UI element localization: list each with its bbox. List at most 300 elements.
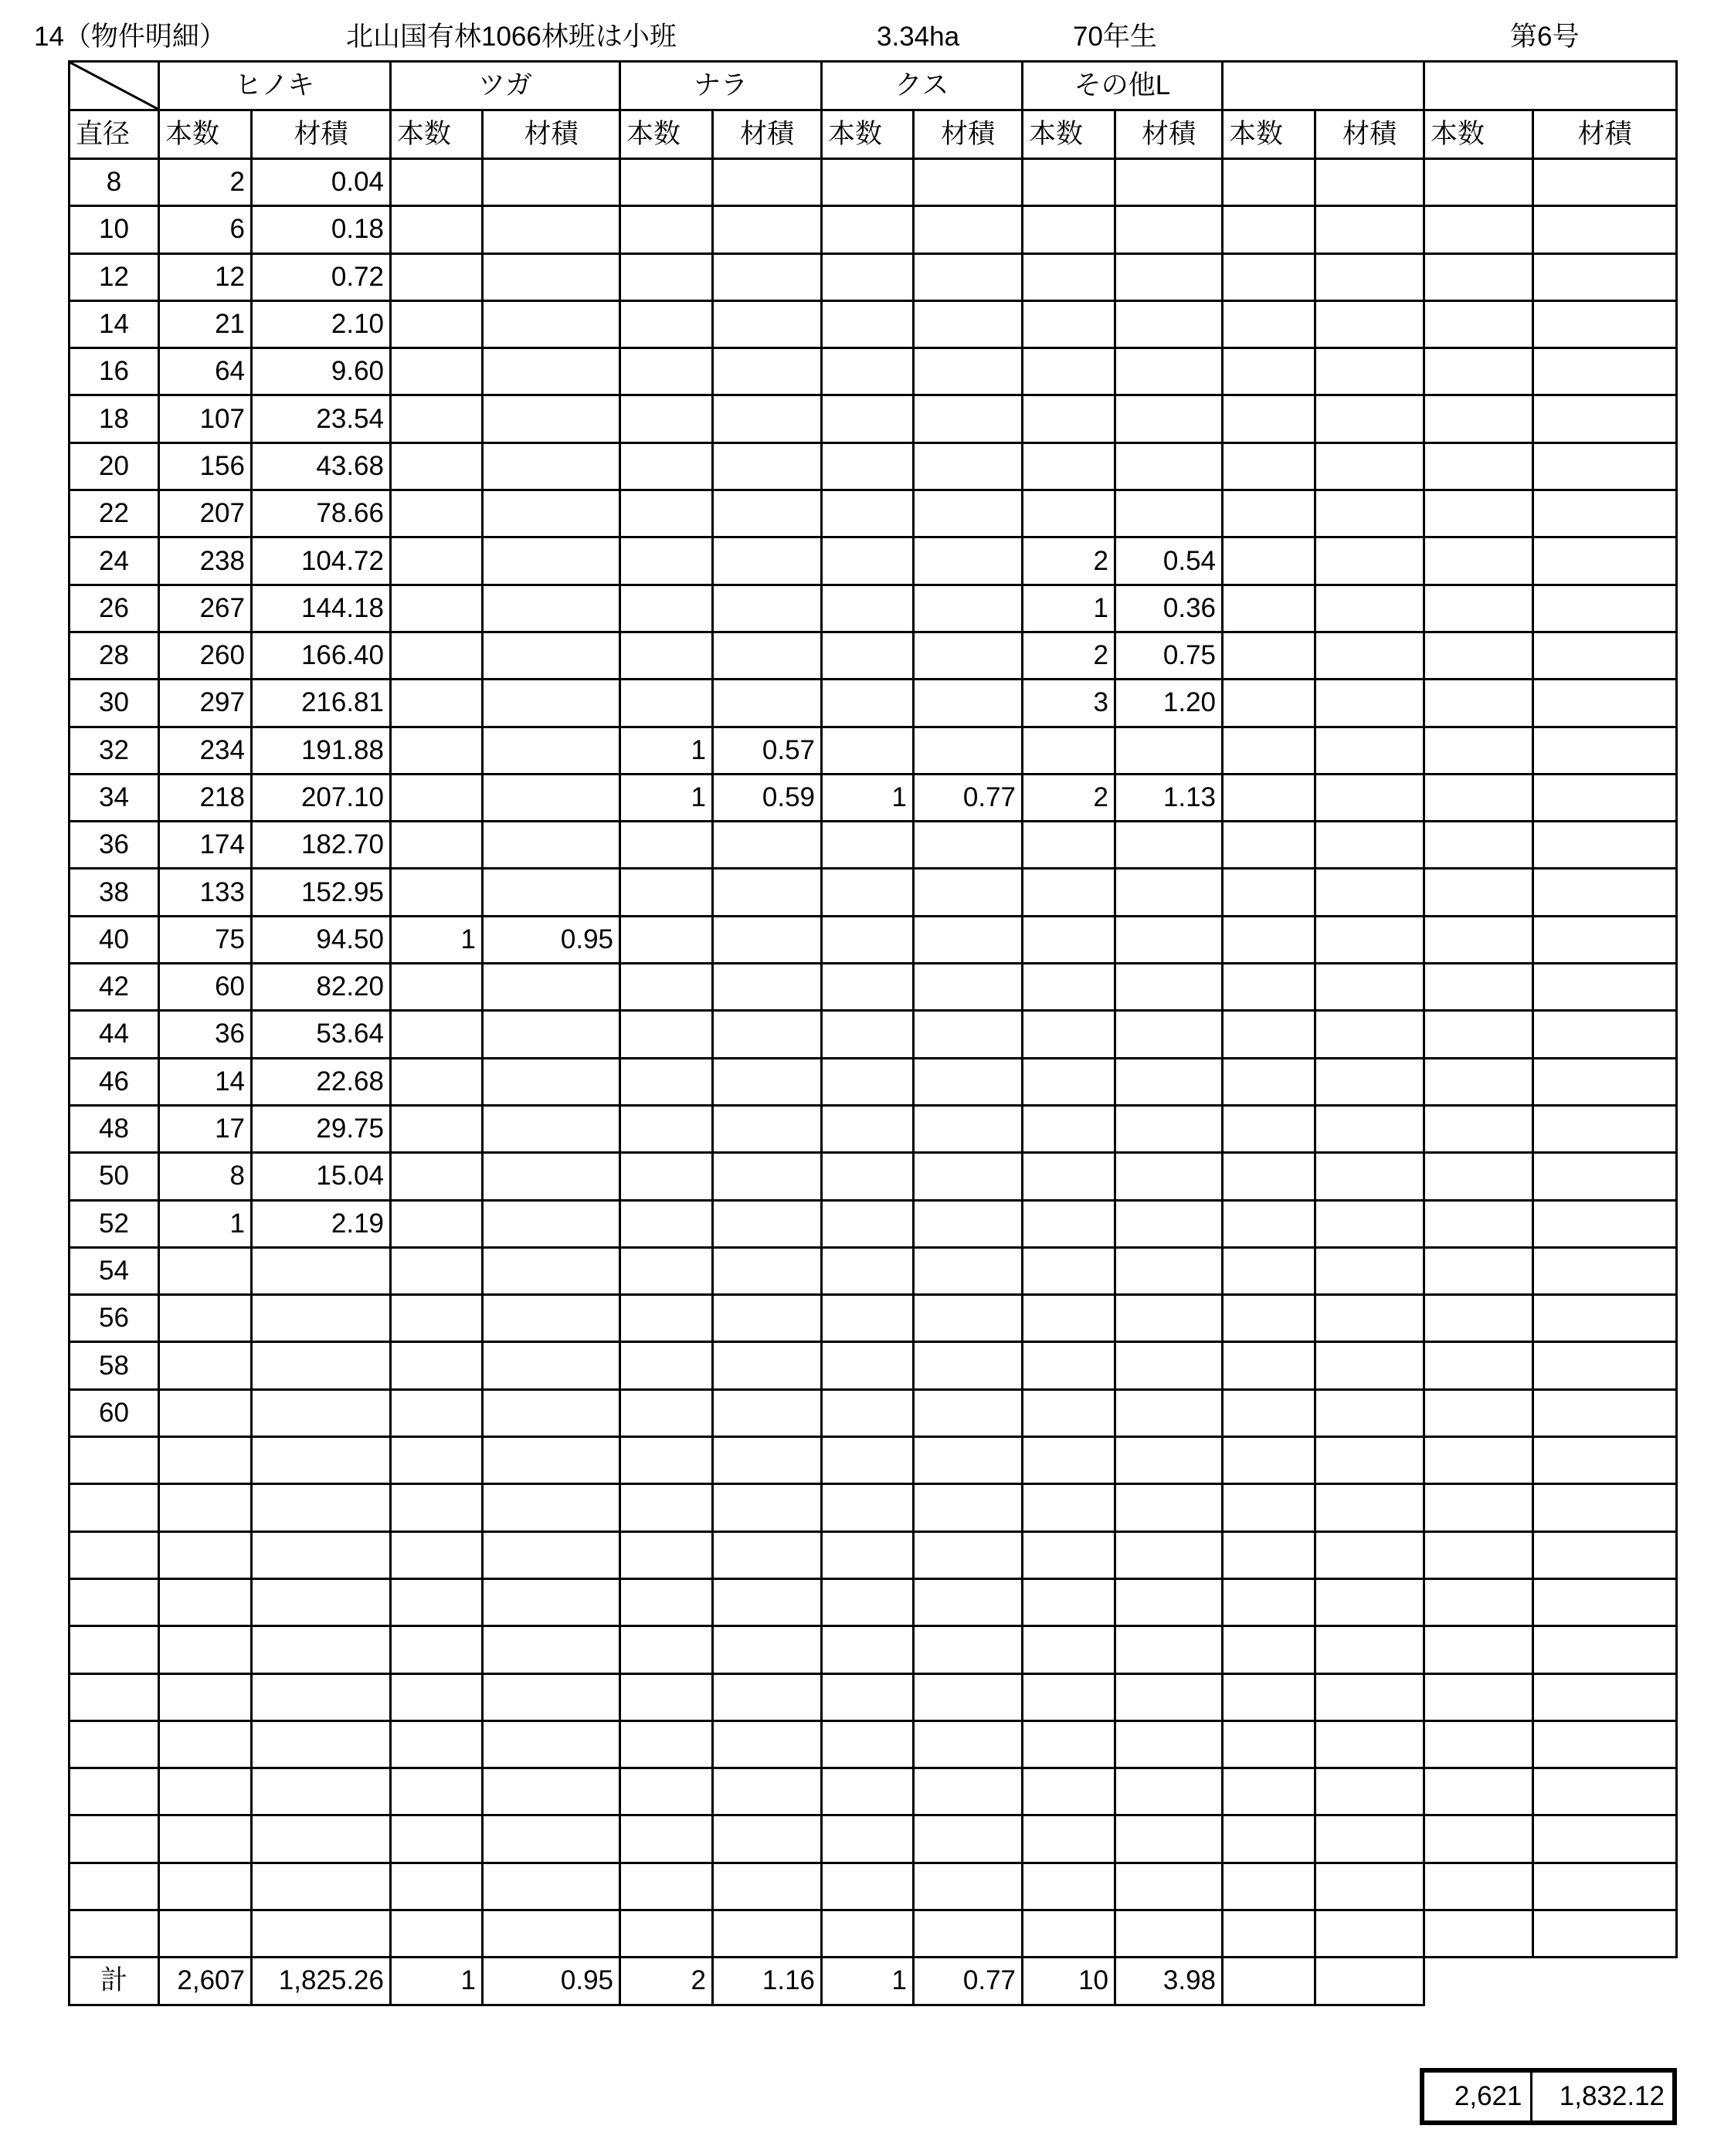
volume-cell bbox=[483, 1295, 620, 1342]
volume-cell: 182.70 bbox=[252, 822, 391, 869]
volume-cell bbox=[914, 395, 1023, 442]
count-cell bbox=[822, 300, 914, 347]
total-count-cell: 10 bbox=[1023, 1958, 1115, 2005]
empty-cell bbox=[1424, 1437, 1533, 1484]
empty-cell bbox=[1533, 159, 1677, 206]
count-cell bbox=[391, 348, 483, 395]
table-row bbox=[70, 822, 1677, 869]
count-cell bbox=[1223, 159, 1315, 206]
empty-cell bbox=[1533, 1958, 1677, 2005]
volume-cell bbox=[483, 1531, 620, 1578]
count-cell bbox=[822, 1768, 914, 1815]
empty-cell bbox=[1424, 1578, 1533, 1625]
volume-cell bbox=[914, 1200, 1023, 1247]
diameter-cell: 40 bbox=[70, 916, 159, 963]
volume-cell bbox=[1115, 300, 1223, 347]
count-cell: 2 bbox=[1023, 537, 1115, 585]
count-cell bbox=[620, 1342, 713, 1389]
empty-cell bbox=[1424, 822, 1533, 869]
volume-cell bbox=[914, 632, 1023, 679]
volume-cell bbox=[1315, 1058, 1424, 1105]
volume-cell bbox=[1315, 1910, 1424, 1957]
volume-cell bbox=[914, 964, 1023, 1011]
count-cell bbox=[1023, 1058, 1115, 1105]
grand-total-volume: 1,832.12 bbox=[1531, 2070, 1675, 2123]
empty-cell bbox=[1533, 1626, 1677, 1673]
count-cell bbox=[1023, 1863, 1115, 1910]
count-cell bbox=[1223, 964, 1315, 1011]
count-header: 本数 bbox=[620, 110, 713, 159]
count-cell bbox=[822, 632, 914, 679]
count-cell bbox=[1023, 490, 1115, 537]
count-cell bbox=[1023, 1437, 1115, 1484]
count-cell bbox=[620, 916, 713, 963]
count-cell bbox=[822, 1342, 914, 1389]
total-count-cell: 1 bbox=[822, 1958, 914, 2005]
count-cell bbox=[1223, 1910, 1315, 1957]
empty-cell bbox=[1424, 300, 1533, 347]
count-cell: 1 bbox=[620, 774, 713, 821]
volume-cell bbox=[483, 1815, 620, 1863]
volume-cell bbox=[483, 1673, 620, 1720]
empty-cell bbox=[1533, 1578, 1677, 1625]
diameter-cell: 24 bbox=[70, 537, 159, 585]
count-header: 本数 bbox=[822, 110, 914, 159]
count-cell bbox=[1223, 1720, 1315, 1768]
empty-cell bbox=[1424, 348, 1533, 395]
count-cell bbox=[391, 253, 483, 300]
count-cell bbox=[1223, 348, 1315, 395]
volume-cell bbox=[1115, 1011, 1223, 1058]
table-row bbox=[70, 490, 1677, 537]
count-cell bbox=[1023, 253, 1115, 300]
volume-cell bbox=[713, 822, 822, 869]
volume-header: 材積 bbox=[1533, 110, 1677, 159]
count-cell bbox=[159, 1768, 252, 1815]
count-cell: 21 bbox=[159, 300, 252, 347]
count-cell bbox=[822, 1863, 914, 1910]
count-cell bbox=[620, 1910, 713, 1957]
volume-header: 材積 bbox=[483, 110, 620, 159]
count-cell bbox=[620, 822, 713, 869]
count-cell: 2 bbox=[1023, 774, 1115, 821]
volume-cell bbox=[1115, 1673, 1223, 1720]
volume-cell bbox=[914, 1626, 1023, 1673]
volume-cell bbox=[713, 1720, 822, 1768]
species-header-row bbox=[70, 62, 1677, 110]
volume-cell bbox=[483, 1153, 620, 1200]
count-cell: 156 bbox=[159, 442, 252, 490]
sheet-number: 第6号 bbox=[1510, 22, 1580, 52]
volume-cell: 152.95 bbox=[252, 869, 391, 916]
count-cell bbox=[620, 1153, 713, 1200]
count-cell bbox=[822, 1058, 914, 1105]
volume-cell bbox=[483, 1342, 620, 1389]
count-cell bbox=[1223, 442, 1315, 490]
empty-cell bbox=[1533, 490, 1677, 537]
document-number: 14（物件明細） bbox=[34, 22, 226, 52]
volume-cell: 207.10 bbox=[252, 774, 391, 821]
count-cell bbox=[1023, 1011, 1115, 1058]
count-cell bbox=[822, 1720, 914, 1768]
volume-cell bbox=[713, 1389, 822, 1436]
volume-cell bbox=[914, 1673, 1023, 1720]
area-label: 3.34ha bbox=[877, 22, 960, 52]
diameter-cell: 34 bbox=[70, 774, 159, 821]
table-row bbox=[70, 585, 1677, 632]
volume-cell bbox=[1115, 253, 1223, 300]
count-cell bbox=[391, 585, 483, 632]
volume-cell bbox=[713, 1247, 822, 1294]
count-cell bbox=[822, 1437, 914, 1484]
count-cell bbox=[159, 1910, 252, 1957]
count-cell bbox=[1223, 1815, 1315, 1863]
count-cell bbox=[1223, 1626, 1315, 1673]
volume-cell bbox=[1315, 1768, 1424, 1815]
count-cell bbox=[391, 206, 483, 253]
volume-cell bbox=[1315, 1437, 1424, 1484]
count-cell bbox=[822, 1389, 914, 1436]
volume-cell bbox=[914, 727, 1023, 774]
count-cell: 1 bbox=[391, 916, 483, 963]
count-cell bbox=[391, 1153, 483, 1200]
count-cell: 36 bbox=[159, 1011, 252, 1058]
empty-cell bbox=[1424, 490, 1533, 537]
count-cell bbox=[822, 348, 914, 395]
count-cell bbox=[1223, 680, 1315, 727]
count-cell bbox=[620, 1626, 713, 1673]
table-row bbox=[70, 964, 1677, 1011]
volume-cell bbox=[914, 206, 1023, 253]
count-cell bbox=[620, 680, 713, 727]
count-cell bbox=[1223, 1295, 1315, 1342]
count-cell: 2 bbox=[1023, 632, 1115, 679]
volume-cell bbox=[914, 1910, 1023, 1957]
diameter-cell: 26 bbox=[70, 585, 159, 632]
volume-cell bbox=[914, 869, 1023, 916]
volume-cell bbox=[483, 964, 620, 1011]
diameter-cell bbox=[70, 1673, 159, 1720]
empty-cell bbox=[1424, 727, 1533, 774]
volume-cell bbox=[713, 1011, 822, 1058]
count-cell bbox=[620, 1720, 713, 1768]
table-row bbox=[70, 1531, 1677, 1578]
count-cell bbox=[822, 537, 914, 585]
volume-cell bbox=[1315, 253, 1424, 300]
count-cell bbox=[620, 1200, 713, 1247]
volume-cell bbox=[1315, 1153, 1424, 1200]
empty-cell bbox=[1533, 442, 1677, 490]
count-cell bbox=[391, 1720, 483, 1768]
volume-cell bbox=[1115, 964, 1223, 1011]
count-cell bbox=[1223, 253, 1315, 300]
volume-cell bbox=[1115, 1720, 1223, 1768]
location-title: 北山国有林1066林班は小班 bbox=[346, 22, 677, 52]
empty-cell bbox=[1424, 253, 1533, 300]
volume-cell bbox=[1115, 1815, 1223, 1863]
diameter-cell: 42 bbox=[70, 964, 159, 1011]
volume-cell bbox=[252, 1295, 391, 1342]
count-cell bbox=[620, 1247, 713, 1294]
diameter-cell: 22 bbox=[70, 490, 159, 537]
count-cell bbox=[1023, 1626, 1115, 1673]
empty-cell bbox=[1424, 395, 1533, 442]
count-cell bbox=[1023, 1768, 1115, 1815]
tree-inventory-table bbox=[68, 60, 1678, 2006]
table-row bbox=[70, 774, 1677, 821]
count-cell: 260 bbox=[159, 632, 252, 679]
diameter-cell: 52 bbox=[70, 1200, 159, 1247]
volume-cell bbox=[713, 1105, 822, 1152]
count-cell bbox=[1223, 1578, 1315, 1625]
diameter-cell: 32 bbox=[70, 727, 159, 774]
total-volume-cell: 3.98 bbox=[1115, 1958, 1223, 2005]
volume-cell: 29.75 bbox=[252, 1105, 391, 1152]
volume-cell bbox=[1315, 1295, 1424, 1342]
volume-cell bbox=[914, 680, 1023, 727]
volume-cell bbox=[1315, 1247, 1424, 1294]
total-count-cell: 2 bbox=[620, 1958, 713, 2005]
count-cell bbox=[1223, 395, 1315, 442]
table-row bbox=[70, 253, 1677, 300]
count-cell bbox=[822, 1484, 914, 1531]
volume-cell bbox=[1315, 774, 1424, 821]
volume-cell bbox=[252, 1863, 391, 1910]
volume-cell bbox=[252, 1437, 391, 1484]
volume-cell bbox=[1315, 395, 1424, 442]
count-cell bbox=[620, 1484, 713, 1531]
count-cell bbox=[1023, 1247, 1115, 1294]
volume-cell bbox=[1315, 442, 1424, 490]
count-cell bbox=[1023, 159, 1115, 206]
count-cell bbox=[1223, 300, 1315, 347]
count-cell bbox=[159, 1247, 252, 1294]
count-cell bbox=[1023, 916, 1115, 963]
table-row bbox=[70, 1200, 1677, 1247]
volume-cell bbox=[252, 1531, 391, 1578]
volume-cell bbox=[1315, 1011, 1424, 1058]
volume-cell bbox=[1315, 348, 1424, 395]
table-row bbox=[70, 300, 1677, 347]
count-cell: 2 bbox=[159, 159, 252, 206]
volume-cell bbox=[483, 1105, 620, 1152]
volume-cell: 15.04 bbox=[252, 1153, 391, 1200]
count-cell bbox=[159, 1295, 252, 1342]
empty-cell bbox=[1424, 206, 1533, 253]
volume-cell bbox=[1315, 585, 1424, 632]
count-cell bbox=[1223, 1153, 1315, 1200]
volume-cell bbox=[1115, 395, 1223, 442]
volume-cell bbox=[1315, 537, 1424, 585]
total-volume-cell: 0.95 bbox=[483, 1958, 620, 2005]
empty-cell bbox=[1533, 1910, 1677, 1957]
volume-cell bbox=[1315, 1578, 1424, 1625]
volume-cell bbox=[1115, 1626, 1223, 1673]
table-row bbox=[70, 206, 1677, 253]
empty-cell bbox=[1533, 1342, 1677, 1389]
table-row bbox=[70, 632, 1677, 679]
count-cell bbox=[620, 253, 713, 300]
volume-cell bbox=[252, 1247, 391, 1294]
volume-cell bbox=[713, 632, 822, 679]
count-cell bbox=[391, 1105, 483, 1152]
volume-cell: 78.66 bbox=[252, 490, 391, 537]
volume-cell bbox=[252, 1768, 391, 1815]
diameter-cell: 44 bbox=[70, 1011, 159, 1058]
volume-cell bbox=[1315, 1342, 1424, 1389]
volume-cell bbox=[713, 916, 822, 963]
count-cell bbox=[391, 1389, 483, 1436]
volume-cell bbox=[483, 680, 620, 727]
count-cell bbox=[1023, 1673, 1115, 1720]
volume-cell bbox=[1115, 1531, 1223, 1578]
empty-cell bbox=[1424, 1105, 1533, 1152]
volume-cell bbox=[914, 1863, 1023, 1910]
volume-cell bbox=[713, 1058, 822, 1105]
empty-cell bbox=[1424, 442, 1533, 490]
total-volume-cell bbox=[1315, 1958, 1424, 2005]
volume-cell: 1.20 bbox=[1115, 680, 1223, 727]
volume-cell bbox=[483, 1720, 620, 1768]
table-row bbox=[70, 442, 1677, 490]
count-cell bbox=[1023, 1295, 1115, 1342]
diameter-cell bbox=[70, 1815, 159, 1863]
volume-cell bbox=[1315, 159, 1424, 206]
volume-cell bbox=[713, 159, 822, 206]
empty-cell bbox=[1533, 1200, 1677, 1247]
count-cell bbox=[620, 159, 713, 206]
empty-cell bbox=[1424, 1058, 1533, 1105]
volume-cell bbox=[1115, 1863, 1223, 1910]
volume-cell bbox=[483, 822, 620, 869]
volume-cell bbox=[1315, 1626, 1424, 1673]
count-cell bbox=[1023, 395, 1115, 442]
empty-cell bbox=[1533, 1247, 1677, 1294]
count-cell bbox=[1223, 1342, 1315, 1389]
empty-cell bbox=[1533, 1011, 1677, 1058]
volume-cell bbox=[252, 1578, 391, 1625]
volume-cell bbox=[483, 1200, 620, 1247]
count-cell bbox=[1023, 1153, 1115, 1200]
volume-cell bbox=[713, 1768, 822, 1815]
species-kusu: クス bbox=[822, 62, 1023, 110]
count-cell bbox=[822, 727, 914, 774]
count-cell bbox=[391, 1768, 483, 1815]
empty-cell bbox=[1424, 1768, 1533, 1815]
volume-cell bbox=[252, 1720, 391, 1768]
volume-cell bbox=[914, 1484, 1023, 1531]
volume-cell bbox=[1315, 1105, 1424, 1152]
volume-cell bbox=[1115, 1105, 1223, 1152]
volume-cell bbox=[713, 585, 822, 632]
empty-cell bbox=[1533, 822, 1677, 869]
empty-cell bbox=[1424, 680, 1533, 727]
count-cell bbox=[1223, 1200, 1315, 1247]
volume-cell: 9.60 bbox=[252, 348, 391, 395]
count-cell bbox=[620, 1011, 713, 1058]
volume-cell bbox=[914, 1578, 1023, 1625]
count-cell bbox=[1023, 1200, 1115, 1247]
count-cell: 238 bbox=[159, 537, 252, 585]
count-cell bbox=[822, 1153, 914, 1200]
volume-cell bbox=[914, 1011, 1023, 1058]
count-cell bbox=[620, 1531, 713, 1578]
count-cell bbox=[1223, 632, 1315, 679]
empty-cell bbox=[1533, 964, 1677, 1011]
diameter-cell bbox=[70, 1768, 159, 1815]
diameter-cell bbox=[70, 1910, 159, 1957]
volume-cell bbox=[483, 490, 620, 537]
count-header: 本数 bbox=[159, 110, 252, 159]
volume-cell bbox=[1115, 822, 1223, 869]
count-cell: 75 bbox=[159, 916, 252, 963]
empty-cell bbox=[1533, 1295, 1677, 1342]
volume-cell bbox=[713, 1484, 822, 1531]
count-cell bbox=[1023, 822, 1115, 869]
count-cell bbox=[1223, 1484, 1315, 1531]
diameter-cell bbox=[70, 1437, 159, 1484]
volume-cell bbox=[713, 1673, 822, 1720]
volume-cell bbox=[1315, 1531, 1424, 1578]
table-row bbox=[70, 537, 1677, 585]
count-cell bbox=[391, 680, 483, 727]
volume-header: 材積 bbox=[1315, 110, 1424, 159]
volume-cell bbox=[914, 1153, 1023, 1200]
count-cell bbox=[1223, 1105, 1315, 1152]
volume-cell bbox=[914, 253, 1023, 300]
species-tsuga: ツガ bbox=[391, 62, 620, 110]
table-row bbox=[70, 1578, 1677, 1625]
count-cell bbox=[391, 442, 483, 490]
count-cell bbox=[822, 869, 914, 916]
total-row bbox=[70, 1958, 1677, 2005]
count-cell bbox=[1223, 1863, 1315, 1910]
volume-cell bbox=[483, 1011, 620, 1058]
volume-cell bbox=[483, 159, 620, 206]
volume-cell bbox=[1315, 916, 1424, 963]
table-row bbox=[70, 1863, 1677, 1910]
volume-cell bbox=[914, 300, 1023, 347]
count-cell bbox=[391, 1484, 483, 1531]
empty-cell bbox=[1533, 1815, 1677, 1863]
volume-cell bbox=[483, 537, 620, 585]
empty-cell bbox=[1424, 159, 1533, 206]
table-row bbox=[70, 1011, 1677, 1058]
count-cell bbox=[159, 1673, 252, 1720]
count-header: 本数 bbox=[1424, 110, 1533, 159]
count-cell bbox=[822, 1626, 914, 1673]
count-cell bbox=[822, 585, 914, 632]
count-cell bbox=[1023, 1531, 1115, 1578]
count-cell bbox=[391, 727, 483, 774]
empty-cell bbox=[1533, 916, 1677, 963]
empty-cell bbox=[1533, 1153, 1677, 1200]
volume-cell bbox=[483, 1058, 620, 1105]
diameter-cell: 60 bbox=[70, 1389, 159, 1436]
diameter-cell: 10 bbox=[70, 206, 159, 253]
diameter-cell: 16 bbox=[70, 348, 159, 395]
diameter-cell bbox=[70, 1578, 159, 1625]
volume-cell bbox=[483, 442, 620, 490]
diameter-cell bbox=[70, 1531, 159, 1578]
count-cell bbox=[391, 774, 483, 821]
empty-cell bbox=[1533, 632, 1677, 679]
count-cell bbox=[822, 1673, 914, 1720]
volume-cell bbox=[713, 442, 822, 490]
count-cell bbox=[391, 964, 483, 1011]
count-cell bbox=[620, 1295, 713, 1342]
empty-cell bbox=[1533, 869, 1677, 916]
